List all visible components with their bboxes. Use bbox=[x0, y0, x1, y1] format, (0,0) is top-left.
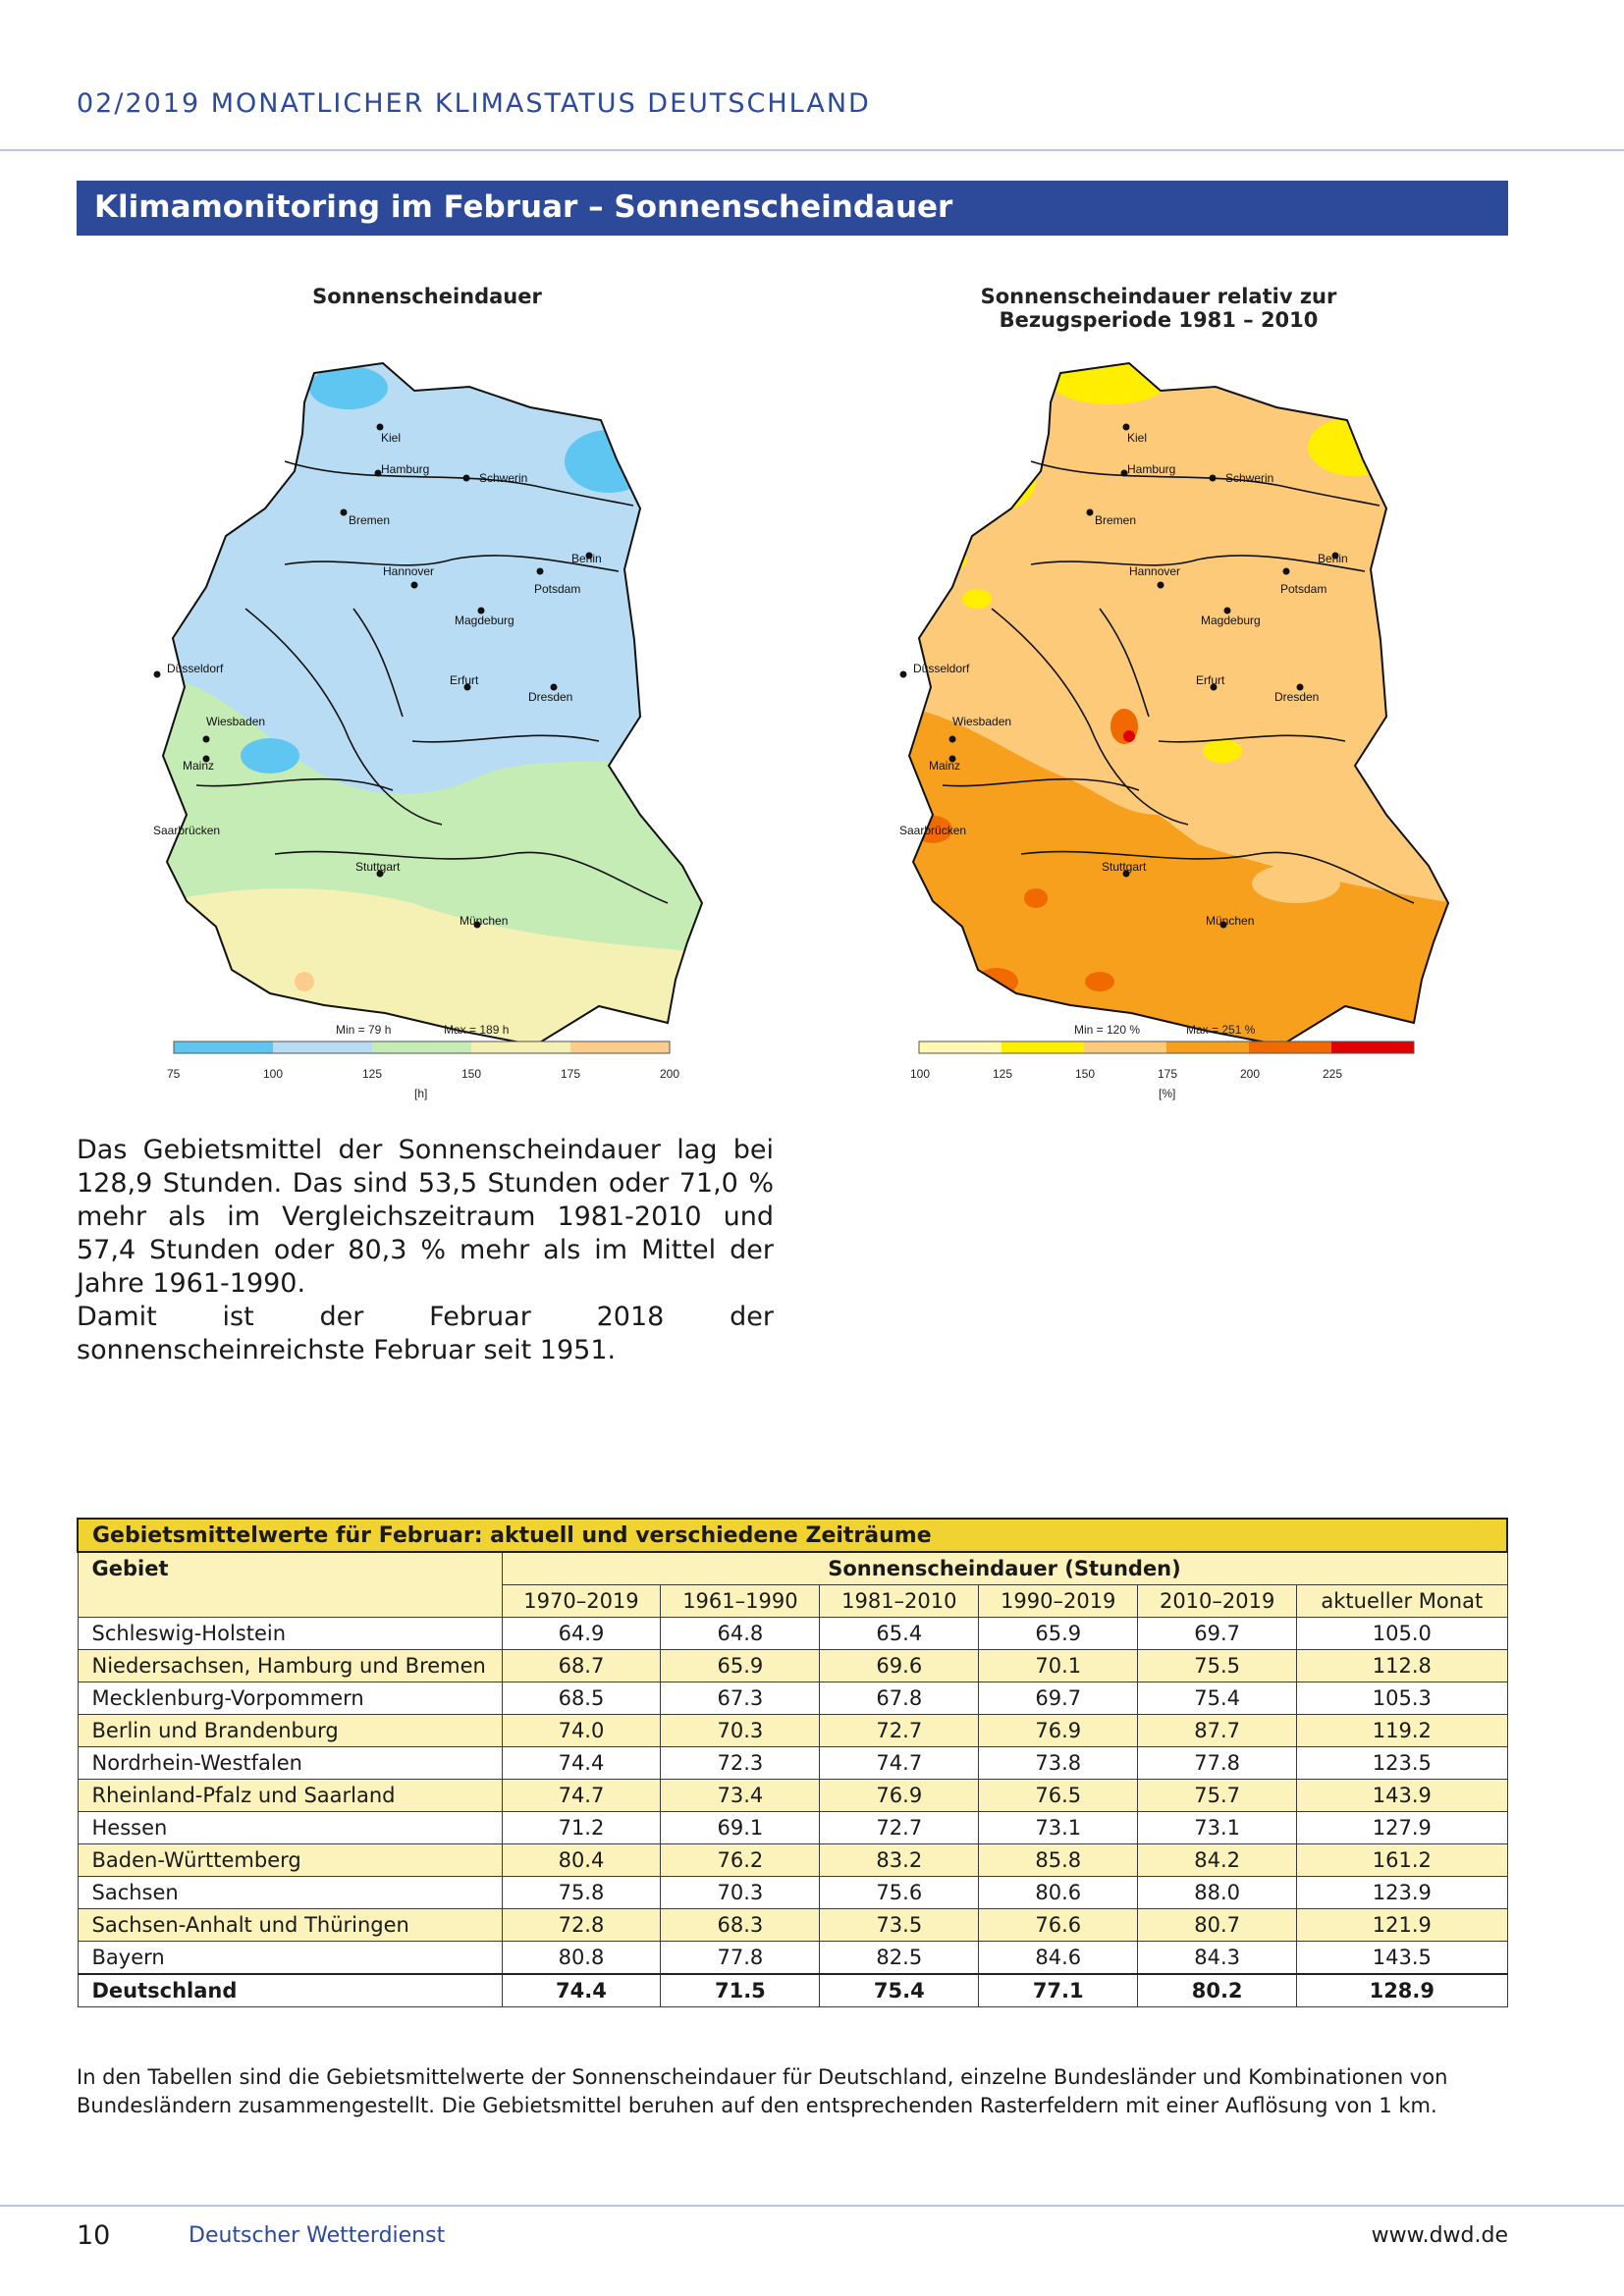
table-column-header: 1961–1990 bbox=[661, 1585, 820, 1618]
table-cell-value: 75.8 bbox=[502, 1877, 661, 1909]
table-cell-value: 71.2 bbox=[502, 1812, 661, 1844]
table-column-header: 1970–2019 bbox=[502, 1585, 661, 1618]
city-label-bremen: Bremen bbox=[1095, 513, 1137, 527]
legend-right-swatch-3 bbox=[1166, 1041, 1249, 1053]
table-cell-region: Sachsen-Anhalt und Thüringen bbox=[78, 1909, 502, 1942]
table-row bbox=[78, 1844, 1507, 1877]
table-cell-value: 76.9 bbox=[979, 1715, 1138, 1747]
city-label-erfurt: Erfurt bbox=[1196, 673, 1225, 687]
summary-paragraph-1: Das Gebietsmittel der Sonnenscheindauer lag bei 128,9 Stunden. Das sind 53,5 Stunden oder 71,0 % mehr als im Vergleichszeitraum 1981-2010 und 57,4 Stunden oder 80,3 % mehr als im Mittel der Jahre 1961-1990. bbox=[77, 1135, 774, 1299]
table-row bbox=[78, 1780, 1507, 1812]
table-cell-value: 77.1 bbox=[979, 1974, 1138, 2007]
legend-left-tick: 100 bbox=[263, 1067, 284, 1081]
table-cell-value: 112.8 bbox=[1297, 1650, 1507, 1682]
table-column-header: aktueller Monat bbox=[1297, 1585, 1507, 1618]
legend-left-min: Min = 79 h bbox=[336, 1023, 392, 1037]
table-cell-region: Sachsen bbox=[78, 1877, 502, 1909]
map-left-legend bbox=[167, 1016, 697, 1104]
map-sunshine-relative bbox=[899, 353, 1453, 1109]
table-cell-region: Deutschland bbox=[78, 1974, 502, 2007]
sunshine-table bbox=[77, 1518, 1508, 2007]
city-label-hannover: Hannover bbox=[1129, 564, 1181, 578]
table-column-header: 1981–2010 bbox=[820, 1585, 979, 1618]
map-right-title-line2: Bezugsperiode 1981 – 2010 bbox=[999, 308, 1319, 332]
table-row bbox=[78, 1974, 1507, 2007]
table-cell-value: 72.7 bbox=[820, 1812, 979, 1844]
table-cell-region: Niedersachsen, Hamburg und Bremen bbox=[78, 1650, 502, 1682]
city-label-hannover: Hannover bbox=[383, 564, 435, 578]
table-row bbox=[78, 1650, 1507, 1682]
legend-right-tick: 175 bbox=[1158, 1067, 1178, 1081]
legend-left-tick: 150 bbox=[461, 1067, 482, 1081]
table-cell-value: 82.5 bbox=[820, 1942, 979, 1975]
table-cell-value: 73.5 bbox=[820, 1909, 979, 1942]
legend-left-swatch-3 bbox=[471, 1041, 570, 1053]
section-title: Klimamonitoring im Februar – Sonnenscheindauer bbox=[94, 189, 953, 225]
legend-left-tick: 200 bbox=[660, 1067, 680, 1081]
legend-left-swatch-2 bbox=[372, 1041, 471, 1053]
city-label-kiel: Kiel bbox=[1127, 431, 1148, 445]
table-cell-value: 85.8 bbox=[979, 1844, 1138, 1877]
table-cell-region: Baden-Württemberg bbox=[78, 1844, 502, 1877]
table-footnote: In den Tabellen sind die Gebietsmittelwerte der Sonnenscheindauer für Deutschland, einzelne Bundesländer und Kombinationen von Bundesländern zusammengestellt. Die Gebietsmittel beruhen auf den entsprechenden Rasterfeldern mit einer Auflösung von 1 km. bbox=[77, 2065, 1448, 2117]
table-cell-value: 127.9 bbox=[1297, 1812, 1507, 1844]
table-cell-value: 70.3 bbox=[661, 1877, 820, 1909]
city-label-saarbruecken: Saarbrücken bbox=[899, 824, 967, 837]
city-label-duesseldorf: Düsseldorf bbox=[167, 662, 224, 675]
table-cell-value: 74.4 bbox=[502, 1747, 661, 1780]
table-cell-value: 64.9 bbox=[502, 1618, 661, 1650]
table-row bbox=[78, 1682, 1507, 1715]
table-cell-value: 123.5 bbox=[1297, 1747, 1507, 1780]
table-cell-value: 123.9 bbox=[1297, 1877, 1507, 1909]
table-cell-value: 80.7 bbox=[1138, 1909, 1297, 1942]
map-right-title bbox=[913, 285, 1404, 332]
table-cell-value: 75.7 bbox=[1138, 1780, 1297, 1812]
city-label-duesseldorf: Düsseldorf bbox=[913, 662, 970, 675]
city-label-kiel: Kiel bbox=[381, 431, 402, 445]
table-cell-value: 75.4 bbox=[820, 1974, 979, 2007]
legend-right-tick: 150 bbox=[1075, 1067, 1096, 1081]
table-cell-region: Bayern bbox=[78, 1942, 502, 1975]
table-cell-value: 105.3 bbox=[1297, 1682, 1507, 1715]
city-label-wiesbaden: Wiesbaden bbox=[952, 715, 1012, 728]
city-label-mainz: Mainz bbox=[183, 759, 215, 773]
city-label-wiesbaden: Wiesbaden bbox=[206, 715, 266, 728]
map-right-title-line1: Sonnenscheindauer relativ zur bbox=[980, 285, 1337, 308]
table-cell-value: 121.9 bbox=[1297, 1909, 1507, 1942]
table-row bbox=[78, 1909, 1507, 1942]
legend-right-tick: 225 bbox=[1323, 1067, 1343, 1081]
table-cell-value: 71.5 bbox=[661, 1974, 820, 2007]
legend-right-swatch-5 bbox=[1331, 1041, 1414, 1053]
footer-divider bbox=[0, 2205, 1624, 2207]
table-header-gebiet: Gebiet bbox=[78, 1552, 502, 1618]
page-number: 10 bbox=[77, 2220, 111, 2251]
table-cell-value: 84.2 bbox=[1138, 1844, 1297, 1877]
table-cell-value: 68.3 bbox=[661, 1909, 820, 1942]
table-cell-value: 72.3 bbox=[661, 1747, 820, 1780]
table-row bbox=[78, 1942, 1507, 1975]
city-label-berlin: Berlin bbox=[1318, 552, 1348, 565]
city-label-saarbruecken: Saarbrücken bbox=[153, 824, 221, 837]
legend-right-tick: 200 bbox=[1240, 1067, 1261, 1081]
city-label-potsdam: Potsdam bbox=[534, 582, 581, 596]
table-body bbox=[78, 1618, 1507, 2007]
legend-left-max: Max = 189 h bbox=[444, 1023, 510, 1037]
table-cell-value: 74.7 bbox=[820, 1747, 979, 1780]
table-cell-value: 74.0 bbox=[502, 1715, 661, 1747]
legend-left-tick: 125 bbox=[362, 1067, 383, 1081]
table-cell-region: Nordrhein-Westfalen bbox=[78, 1747, 502, 1780]
legend-right-swatch-0 bbox=[919, 1041, 1001, 1053]
table-column-header: 2010–2019 bbox=[1138, 1585, 1297, 1618]
table-cell-value: 105.0 bbox=[1297, 1618, 1507, 1650]
table-cell-value: 75.6 bbox=[820, 1877, 979, 1909]
city-label-hamburg: Hamburg bbox=[381, 462, 430, 476]
city-label-schwerin: Schwerin bbox=[479, 471, 528, 485]
table-cell-value: 74.7 bbox=[502, 1780, 661, 1812]
table-cell-value: 80.8 bbox=[502, 1942, 661, 1975]
table-cell-value: 69.1 bbox=[661, 1812, 820, 1844]
city-label-dresden: Dresden bbox=[528, 690, 573, 704]
legend-right-max: Max = 251 % bbox=[1186, 1023, 1256, 1037]
city-label-potsdam: Potsdam bbox=[1280, 582, 1327, 596]
table-cell-value: 69.6 bbox=[820, 1650, 979, 1682]
table-cell-value: 67.8 bbox=[820, 1682, 979, 1715]
table-title: Gebietsmittelwerte für Februar: aktuell und verschiedene Zeiträume bbox=[78, 1519, 1507, 1552]
table-cell-value: 80.6 bbox=[979, 1877, 1138, 1909]
legend-left-swatch-4 bbox=[570, 1041, 670, 1053]
table-cell-value: 64.8 bbox=[661, 1618, 820, 1650]
city-label-erfurt: Erfurt bbox=[450, 673, 479, 687]
map-left-title: Sonnenscheindauer bbox=[312, 285, 542, 308]
table-row bbox=[78, 1877, 1507, 1909]
table-cell-value: 67.3 bbox=[661, 1682, 820, 1715]
city-label-bremen: Bremen bbox=[349, 513, 391, 527]
table-cell-region: Berlin und Brandenburg bbox=[78, 1715, 502, 1747]
table-cell-value: 73.1 bbox=[1138, 1812, 1297, 1844]
table-cell-value: 65.4 bbox=[820, 1618, 979, 1650]
table-cell-value: 80.4 bbox=[502, 1844, 661, 1877]
table-cell-value: 161.2 bbox=[1297, 1844, 1507, 1877]
city-label-dresden: Dresden bbox=[1274, 690, 1320, 704]
table-cell-value: 72.7 bbox=[820, 1715, 979, 1747]
table-cell-value: 73.1 bbox=[979, 1812, 1138, 1844]
table-cell-value: 84.3 bbox=[1138, 1942, 1297, 1975]
legend-left-unit: [h] bbox=[414, 1087, 428, 1100]
city-label-mainz: Mainz bbox=[929, 759, 961, 773]
city-label-berlin: Berlin bbox=[571, 552, 602, 565]
city-label-hamburg: Hamburg bbox=[1127, 462, 1176, 476]
table-cell-value: 84.6 bbox=[979, 1942, 1138, 1975]
city-label-schwerin: Schwerin bbox=[1225, 471, 1274, 485]
legend-right-swatch-2 bbox=[1084, 1041, 1166, 1053]
table-cell-value: 119.2 bbox=[1297, 1715, 1507, 1747]
table-cell-region: Schleswig-Holstein bbox=[78, 1618, 502, 1650]
table-cell-value: 65.9 bbox=[661, 1650, 820, 1682]
city-label-stuttgart: Stuttgart bbox=[355, 860, 401, 874]
legend-left-swatch-0 bbox=[174, 1041, 273, 1053]
table-cell-value: 77.8 bbox=[661, 1942, 820, 1975]
table-cell-value: 75.4 bbox=[1138, 1682, 1297, 1715]
table-cell-value: 70.3 bbox=[661, 1715, 820, 1747]
city-label-muenchen: München bbox=[1206, 914, 1255, 928]
table-cell-region: Rheinland-Pfalz und Saarland bbox=[78, 1780, 502, 1812]
legend-right-tick: 125 bbox=[993, 1067, 1013, 1081]
table-cell-value: 76.6 bbox=[979, 1909, 1138, 1942]
table-cell-region: Hessen bbox=[78, 1812, 502, 1844]
table-row bbox=[78, 1618, 1507, 1650]
publisher-name: Deutscher Wetterdienst bbox=[189, 2223, 446, 2248]
table-cell-value: 143.5 bbox=[1297, 1942, 1507, 1975]
legend-left-tick: 75 bbox=[167, 1067, 181, 1081]
city-label-magdeburg: Magdeburg bbox=[1201, 614, 1261, 627]
table-cell-value: 83.2 bbox=[820, 1844, 979, 1877]
legend-right-unit: [%] bbox=[1159, 1087, 1176, 1100]
legend-left-tick: 175 bbox=[561, 1067, 581, 1081]
city-label-stuttgart: Stuttgart bbox=[1102, 860, 1147, 874]
table-cell-value: 77.8 bbox=[1138, 1747, 1297, 1780]
table-cell-value: 76.5 bbox=[979, 1780, 1138, 1812]
table-cell-value: 76.9 bbox=[820, 1780, 979, 1812]
table-cell-value: 128.9 bbox=[1297, 1974, 1507, 2007]
table-cell-value: 75.5 bbox=[1138, 1650, 1297, 1682]
map-right-legend bbox=[910, 1016, 1443, 1104]
table-cell-value: 68.5 bbox=[502, 1682, 661, 1715]
table-cell-value: 76.2 bbox=[661, 1844, 820, 1877]
table-cell-value: 72.8 bbox=[502, 1909, 661, 1942]
table-cell-value: 74.4 bbox=[502, 1974, 661, 2007]
table-cell-value: 69.7 bbox=[979, 1682, 1138, 1715]
map-sunshine-hours bbox=[153, 353, 707, 1109]
city-label-muenchen: München bbox=[460, 914, 509, 928]
table-row bbox=[78, 1715, 1507, 1747]
table-cell-value: 87.7 bbox=[1138, 1715, 1297, 1747]
table-cell-value: 69.7 bbox=[1138, 1618, 1297, 1650]
header-divider bbox=[0, 149, 1624, 151]
legend-left-swatch-1 bbox=[273, 1041, 372, 1053]
table-row bbox=[78, 1812, 1507, 1844]
table-cell-value: 68.7 bbox=[502, 1650, 661, 1682]
legend-right-swatch-4 bbox=[1249, 1041, 1331, 1053]
legend-right-min: Min = 120 % bbox=[1074, 1023, 1141, 1037]
legend-right-swatch-1 bbox=[1001, 1041, 1084, 1053]
page-header: 02/2019 MONATLICHER KLIMASTATUS DEUTSCHLAND bbox=[77, 88, 871, 119]
table-cell-value: 73.8 bbox=[979, 1747, 1138, 1780]
section-banner bbox=[77, 181, 1508, 236]
table-cell-value: 73.4 bbox=[661, 1780, 820, 1812]
table-row bbox=[78, 1747, 1507, 1780]
table-cell-value: 88.0 bbox=[1138, 1877, 1297, 1909]
legend-right-tick: 100 bbox=[910, 1067, 931, 1081]
table-column-header: 1990–2019 bbox=[979, 1585, 1138, 1618]
city-label-magdeburg: Magdeburg bbox=[455, 614, 514, 627]
table-cell-region: Mecklenburg-Vorpommern bbox=[78, 1682, 502, 1715]
table-cell-value: 70.1 bbox=[979, 1650, 1138, 1682]
table-header-group: Sonnenscheindauer (Stunden) bbox=[502, 1552, 1507, 1585]
table-cell-value: 143.9 bbox=[1297, 1780, 1507, 1812]
summary-paragraph-2: Damit ist der Februar 2018 der sonnenscheinreichste Februar seit 1951. bbox=[77, 1302, 774, 1365]
table-cell-value: 65.9 bbox=[979, 1618, 1138, 1650]
table-cell-value: 80.2 bbox=[1138, 1974, 1297, 2007]
summary-text bbox=[77, 1134, 774, 1367]
publisher-url: www.dwd.de bbox=[1371, 2223, 1508, 2248]
